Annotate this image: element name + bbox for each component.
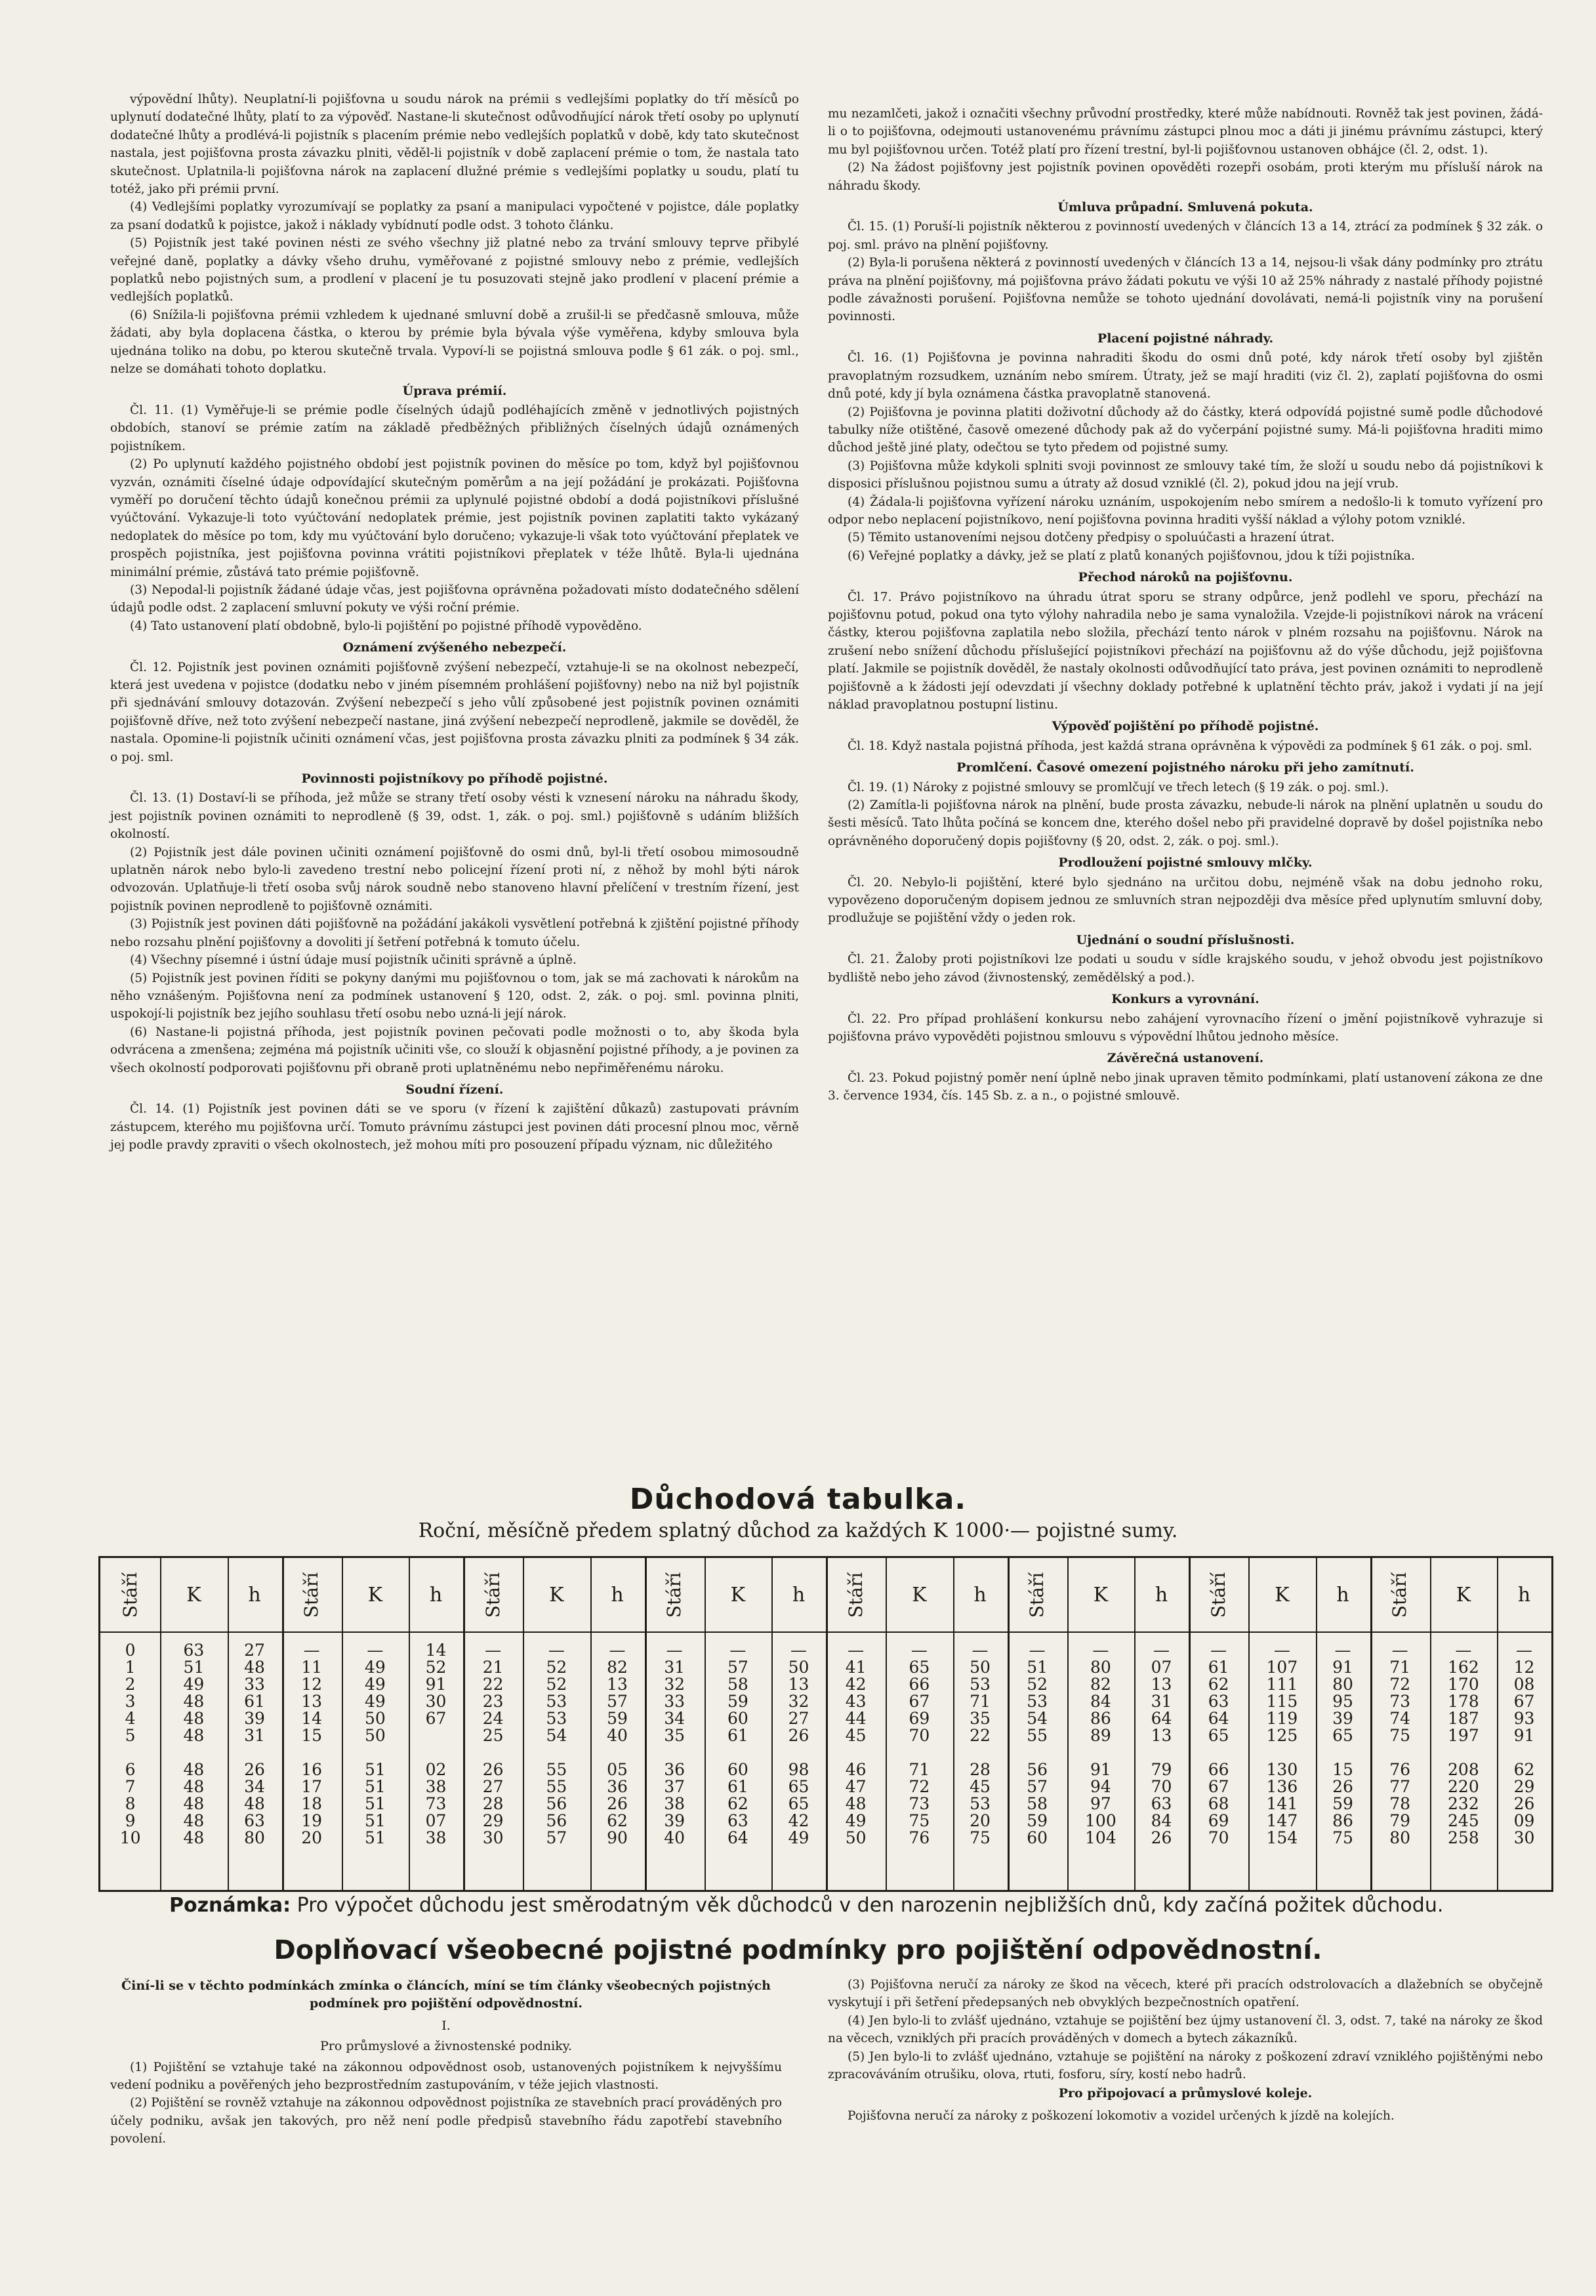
right-text-column xyxy=(828,105,1543,1105)
table-note xyxy=(169,1894,1547,1917)
article-heading: Oznámení zvýšeného nebezpečí. xyxy=(342,640,567,655)
paragraph: (6) Snížila-li pojišťovna prémii vzhledem k ujednané smluvní době a zrušil-li se předčasně smlouva, může žádati, aby byla doplacena částka, o kterou by prémie byla bývala výše vyměřena, kdyby smlouva byla ujednána toliko na dobu, po kterou skutečně trvala. Vypoví-li se pojistná smlouva podle § 61 zák. o poj. sml., nelze se domáhati tohoto doplatku. xyxy=(110,308,799,377)
crowns-column: — 49 49 49 50 50 51 51 51 51 51 xyxy=(364,1641,386,1847)
header-age xyxy=(1008,1558,1067,1631)
header-label: Stáří xyxy=(300,1572,323,1618)
header-label: Stáří xyxy=(119,1572,142,1618)
paragraph: Čl. 21. Žaloby proti pojistníkovi lze podati u soudu v sídle krajského soudu, v jehož obvodu jest pojistníkovo bydliště nebo jeho závod (živnostenský, zemědělský a pod.). xyxy=(828,953,1543,985)
header-crowns xyxy=(1248,1558,1315,1631)
header-label: K xyxy=(1093,1583,1109,1607)
article-heading: Soudní řízení. xyxy=(405,1082,504,1097)
paragraph: (2) Pojišťovna je povinna platiti doživotní důchody až do částky, která odpovídá pojistné sumě podle důchodové tabulky níže otištěné, časově omezené důchody pak až do vyčerpání pojistné sumy. Má-li pojišťovna hraditi mimo důchod ještě jiné platy, odečtou se tyto předem od pojistné sumy. xyxy=(828,405,1543,455)
paragraph: Čl. 15. (1) Poruší-li pojistník některou z povinností uvedených v článcích 13 a 14, ztrácí za podmínek § 32 zák. o poj. sml. právo na plnění pojišťovny. xyxy=(828,220,1543,252)
header-crowns xyxy=(1430,1558,1497,1631)
header-label: Stáří xyxy=(1026,1572,1048,1618)
paragraph: Čl. 20. Nebylo-li pojištění, které bylo sjednáno na určitou dobu, nejméně však na dobu jednoho roku, vypovězeno doporučeným dopisem jednou ze smluvních stran nejpozději dva měsíce před uplynutím smluvní doby, prodlužuje se pojištění vždy o jeden rok. xyxy=(828,875,1543,926)
header-age xyxy=(463,1558,523,1631)
hellers-column: 27 48 33 61 39 31 26 34 48 63 80 xyxy=(244,1641,265,1847)
header-label: Stáří xyxy=(482,1572,504,1618)
header-age xyxy=(282,1558,342,1631)
paragraph: (3) Pojistník jest povinen dáti pojišťovně na požádání jakákoli vysvětlení potřebná k zjištění pojistné příhody nebo rozsahu plnění pojišťovny a dovoliti jí šetření potřebná k tomuto účelu. xyxy=(110,917,799,949)
crowns-column: — 57 58 59 60 61 60 61 62 63 64 xyxy=(727,1641,748,1847)
header-age xyxy=(826,1558,886,1631)
article-heading: Promlčení. Časové omezení pojistného nároku při jeho zamítnutí. xyxy=(956,760,1414,775)
article-heading: Úprava prémií. xyxy=(402,383,507,398)
paragraph: Čl. 23. Pokud pojistný poměr není úplně nebo jinak upraven těmito podmínkami, platí ustanovení zákona ze dne 3. července 1934, čís. 145 Sb. z. a n., o pojistné smlouvě. xyxy=(828,1071,1543,1103)
supplement-paragraph: (3) Pojišťovna neručí za nároky ze škod na věcech, které při pracích odstrolovacích a dlažebních se obyčejně vyskytují i při šetření předepsaných neb obvyklých bezpečnostních opatření. xyxy=(828,1978,1543,2010)
header-label: K xyxy=(730,1583,746,1607)
age-column: 0 1 2 3 4 5 6 7 8 9 10 xyxy=(119,1641,141,1847)
paragraph: Čl. 19. (1) Nároky z pojistné smlouvy se promlčují ve třech letech (§ 19 zák. o poj. sml.). xyxy=(848,780,1389,794)
paragraph: (4) Vedlejšími poplatky vyrozumívají se poplatky za psaní a manipulaci vypočtené v pojistce, dále poplatky za psaní dodatků k pojistce, jakož i náklady vybídnutí podle odst. 3 tohoto článku. xyxy=(110,200,799,232)
paragraph: (4) Žádala-li pojišťovna vyřízení nároku uznáním, uspokojením nebo smírem a nedošlo-li k tomuto vyřízení pro odpor nebo neplacení pojistníkovo, není pojišťovna povinna hraditi vyšší náklad a výlohy potom vzniklé. xyxy=(828,495,1543,527)
header-hellers xyxy=(1134,1558,1189,1631)
age-column: — 61 62 63 64 65 66 67 68 69 70 xyxy=(1208,1641,1229,1847)
header-age xyxy=(1370,1558,1430,1631)
crowns-column: — 107 111 115 119 125 130 136 141 147 154 xyxy=(1266,1641,1298,1847)
section-title: Pro připojovací a průmyslové koleje. xyxy=(1058,2086,1313,2101)
paragraph: (2) Pojistník jest dále povinen učiniti oznámení pojišťovně do osmi dnů, byl-li třetí osobou mimosoudně uplatněn nárok nebo bylo-li zavedeno trestní nebo policejní řízení proti ní, z něhož by mohl býti nárok odvozován. Uplatňuje-li třetí osoba svůj nárok soudně nebo stanoveno hlavní přelíčení v trestním řízení, jest pojistník povinen neprodleně to pojišťovně oznámiti. xyxy=(110,845,799,913)
header-age xyxy=(100,1558,160,1631)
supplement-paragraph: (5) Jen bylo-li to zvlášť ujednáno, vztahuje se pojištění na nároky z poškození zdraví vzniklého pojištěnými nebo zpracováváním otrušiku, olova, rtuti, fosforu, síry, kostí nebo hadrů. xyxy=(828,2049,1543,2082)
crowns-column: — 80 82 84 86 89 91 94 97 100 104 xyxy=(1085,1641,1116,1847)
header-hellers xyxy=(1497,1558,1551,1631)
article-heading: Výpověď pojištění po příhodě pojistné. xyxy=(1052,719,1319,734)
header-label: h xyxy=(429,1583,443,1607)
header-label: K xyxy=(186,1583,201,1607)
article-heading: Povinnosti pojistníkovy po příhodě pojistné. xyxy=(301,771,608,787)
paragraph: (5) Pojistník jest také povinen nésti ze svého všechny již platné nebo za trvání smlouvy teprve přibylé veřejné daně, poplatky a dávky všeho druhu, vyměřované z pojistné smlouvy nebo z prémie, vedlejších poplatků nebo pojistných sum, a prodlení v placení je tu posuzovati stejně jako prodlení v placení prémie a vedlejších poplatků. xyxy=(110,236,799,304)
paragraph: Čl. 17. Právo pojistníkovo na úhradu útrat sporu se strany odpůrce, jenž podlehl ve sporu, přechází na pojišťovnu potud, pokud ona tyto výlohy nahradila nebo je sama vynaložila. Vzejde-li pojistníkovi nárok na vrácení částky, kterou pojišťovna zaplatila nebo složila, přechází tento nárok v plném rozsahu na pojišťovnu. Nárok na zrušení nebo snížení důchodu příslušející pojistníkovi přechází na pojišťovnu až do výše důchodu, jejž pojišťovna platí. Jakmile se pojistník dověděl, že nastaly okolnosti odůvodňující tato práva, jest povinen oznámiti to neprodleně pojišťovně a k žádosti její odevzdati jí všechny doklady potřebné k uplatnění těchto práv, jakož i vydati jí na její náklad pravoplatnou postupní listinu. xyxy=(828,590,1543,712)
header-label: h xyxy=(248,1583,261,1607)
header-crowns xyxy=(160,1558,227,1631)
age-column: — 51 52 53 54 55 56 57 58 59 60 xyxy=(1027,1641,1048,1847)
header-label: K xyxy=(1275,1583,1290,1607)
table-title: Důchodová tabulka. xyxy=(629,1483,967,1516)
paragraph: Čl. 22. Pro případ prohlášení konkursu nebo zahájení vyrovnacího řízení o jmění pojistníkově vyhrazuje si pojišťovna právo vypověděti pojistnou smlouvu s výpovědní lhůtou jednoho měsíce. xyxy=(828,1012,1543,1044)
header-label: h xyxy=(1336,1583,1349,1607)
paragraph: (5) Těmito ustanoveními nejsou dotčeny předpisy o spoluúčasti a hrazení útrat. xyxy=(848,531,1335,545)
paragraph: (2) Po uplynutí každého pojistného období jest pojistník povinen do měsíce po tom, když byl pojišťovnou vyzván, oznámiti číselné údaje odpovídající skutečným poměrům a na její požádání je prokázati. Pojišťovna vyměří po doručení těchto údajů konečnou prémii za uplynulé pojistné období a dodá pojistníkovi příslušné vyúčtování. Vykazuje-li toto vyúčtování nedoplatek prémie, jest pojistník povinen zaplatiti takto vykázaný nedoplatek do měsíce po tom, kdy mu vyúčtování bylo doručeno; vykazuje-li však toto vyúčtování přeplatek ve prospěch pojistníka, jest pojišťovna povinna vrátiti pojistníkovi přeplatek v téže lhůtě. Byla-li ujednána minimální prémie, zůstává tato prémie pojišťovně. xyxy=(110,457,799,579)
crowns-column: — 65 66 67 69 70 71 72 73 75 76 xyxy=(909,1641,930,1847)
header-label: Stáří xyxy=(1389,1572,1411,1618)
crowns-column: — 52 52 53 53 54 55 55 56 56 57 xyxy=(546,1641,567,1847)
supplement-title: Doplňovací všeobecné pojistné podmínky pro pojištění odpovědnostní. xyxy=(274,1935,1322,1965)
header-label: h xyxy=(1155,1583,1168,1607)
paragraph: (4) Všechny písemné i ústní údaje musí pojistník učiniti správně a úplně. xyxy=(130,953,577,968)
table-subtitle: Roční, měsíčně předem splatný důchod za každých K 1000·— pojistné sumy. xyxy=(418,1519,1178,1542)
paragraph: Čl. 16. (1) Pojišťovna je povinna nahraditi škodu do osmi dnů poté, kdy nárok třetí osoby byl zjištěn pravoplatným rozsudkem, uznáním nebo smírem. Útraty, jež se mají hraditi (viz čl. 2), zaplatí pojišťovna do osmi dnů poté, kdy jí byla oznámena částka pravoplatně stanovená. xyxy=(828,351,1543,401)
header-label: K xyxy=(1456,1583,1471,1607)
supplement-right-column xyxy=(828,1976,1543,2125)
header-crowns xyxy=(342,1558,409,1631)
article-heading: Úmluva průpadní. Smluvená pokuta. xyxy=(1057,200,1313,215)
supplement-left-column xyxy=(110,1976,782,2148)
paragraph: mu nezamlčeti, jakož i označiti všechny průvodní prostředky, které může nabídnouti. Rovněž tak jest povinen, žádá-li o to pojišťovna, odejmouti ustanovenému právnímu zástupci plnou moc a dáti ji jinému právnímu zástupci, který mu byl pojišťovnou určen. Totéž platí pro řízení trestní, byl-li pojišťovnou ustanoven obhájce (čl. 2, odst. 1). xyxy=(828,107,1543,157)
paragraph: Čl. 18. Když nastala pojistná příhoda, jest každá strana oprávněna k výpovědi za podmínek § 61 zák. o poj. sml. xyxy=(848,739,1532,753)
paragraph: (2) Byla-li porušena některá z povinností uvedených v článcích 13 a 14, nejsou-li však dány podmínky pro ztrátu práva na plnění pojišťovny, má pojišťovna právo žádati pokutu ve výši 10 až 25% náhrady z nastalé příhody pojistné podle závažnosti porušení. Pojišťovna nemůže se tohoto ujednání dovolávati, nemá-li pojistník viny na porušení povinnosti. xyxy=(828,256,1543,324)
header-label: Stáří xyxy=(845,1572,867,1618)
hellers-column: — 12 08 67 93 91 62 29 26 09 30 xyxy=(1513,1641,1535,1847)
paragraph: (5) Pojistník jest povinen říditi se pokyny danými mu pojišťovnou o tom, jak se má zachovati k nárokům na něho vznášeným. Pojišťovna není za podmínek ustanovení § 120, odst. 2, zák. o poj. sml. povinna plniti, uspokojí-li pojistník bez jejího souhlasu třetí osobu nebo uzná-li její nárok. xyxy=(110,971,799,1021)
header-hellers xyxy=(1316,1558,1370,1631)
header-hellers xyxy=(590,1558,645,1631)
header-label: h xyxy=(973,1583,987,1607)
article-heading: Závěrečná ustanovení. xyxy=(1107,1051,1264,1066)
header-crowns xyxy=(1067,1558,1134,1631)
header-label: K xyxy=(549,1583,564,1607)
paragraph: (4) Tato ustanovení platí obdobně, bylo-li pojištění po pojistné příhodě vypověděno. xyxy=(130,619,642,633)
crowns-column: 63 51 49 48 48 48 48 48 48 48 48 xyxy=(183,1641,205,1847)
paragraph: (2) Na žádost pojišťovny jest pojistník povinen opověděti rozepři osobám, proti kterým mu přísluší nárok na náhradu škody. xyxy=(828,161,1543,193)
supplement-paragraph: (1) Pojištění se vztahuje také na zákonnou odpovědnost osob, ustanovených pojistníkem k nejvyššímu vedení podniku a pověřených jeho bezprostředním zastupováním, v téže jejich vlastnosti. xyxy=(110,2060,782,2093)
header-age xyxy=(645,1558,705,1631)
supplement-paragraph: Pojišťovna neručí za nároky z poškození lokomotiv a vozidel určených k jízdě na kolejích. xyxy=(848,2108,1395,2123)
paragraph: (6) Veřejné poplatky a dávky, jež se platí z platů konaných pojišťovnou, jdou k tíži pojistníka. xyxy=(848,548,1415,563)
header-label: h xyxy=(1517,1583,1531,1607)
article-heading: Ujednání o soudní příslušnosti. xyxy=(1076,932,1295,947)
article-heading: Prodloužení pojistné smlouvy mlčky. xyxy=(1058,855,1313,871)
hellers-column: — 50 53 71 35 22 28 45 53 20 75 xyxy=(970,1641,991,1847)
hellers-column: — 50 13 32 27 26 98 65 65 42 49 xyxy=(788,1641,809,1847)
age-column: — 71 72 73 74 75 76 77 78 79 80 xyxy=(1389,1641,1411,1847)
age-column: — 41 42 43 44 45 46 47 48 49 50 xyxy=(845,1641,867,1847)
header-crowns xyxy=(523,1558,590,1631)
header-label: Stáří xyxy=(1208,1572,1230,1618)
header-hellers xyxy=(771,1558,826,1631)
header-crowns xyxy=(705,1558,771,1631)
paragraph: Čl. 13. (1) Dostaví-li se příhoda, jež může se strany třetí osoby vésti k vznesení nároku na náhradu škody, jest pojistník povinen oznámiti to neprodleně (§ 39, odst. 1, zák. o poj. sml.) pojišťovně s udáním bližších okolností. xyxy=(110,791,799,842)
hellers-column: — 82 13 57 59 40 05 36 26 62 90 xyxy=(607,1641,628,1847)
header-hellers xyxy=(953,1558,1008,1631)
paragraph: Čl. 14. (1) Pojistník jest povinen dáti se ve sporu (v řízení k zajištění důkazů) zastupovati právním zástupcem, kterého mu pojišťovna určí. Tomuto právnímu zástupci jest povinen dáti procesní plnou moc, věrně jej podle pravdy zpraviti o všech okolnostech, jež mohou míti pro posouzení případu význam, nic důležitého xyxy=(110,1102,799,1153)
header-hellers xyxy=(409,1558,463,1631)
supplement-paragraph: (4) Jen bylo-li to zvlášť ujednáno, vztahuje se pojištění bez újmy ustanovení čl. 3, odst. 7, také na nároky ze škod na věcech, vzniklých při pracích prováděných v domech a bytech zákazníků. xyxy=(828,2013,1543,2046)
header-label: h xyxy=(611,1583,624,1607)
paragraph: výpovědní lhůty). Neuplatní-li pojišťovna u soudu nárok na prémii s vedlejšími poplatky do tří měsíců po uplynutí dodatečné lhůty, platí to za výpověď. Nastane-li skutečnost odůvodňující nárok třetí osoby po uplynutí dodatečné lhůty a prodlévá-li pojistník s placením prémie nebo vedlejších poplatků v době, kdy tato skutečnost nastala, jest pojišťovna prosta závazku plniti, věděl-li pojistník v době zaplacení prémie o tom, že nastala tato skutečnost. Uplatnila-li pojišťovna nárok na zaplacení dlužné prémie s vedlejšími poplatky u soudu, platí tu totéž, jako při prémii první. xyxy=(110,92,799,197)
article-heading: Přechod nároků na pojišťovnu. xyxy=(1078,570,1293,585)
note-text: Pro výpočet důchodu jest směrodatným věk důchodců v den narozenin nejbližších dnů, kdy začíná požitek důchodu. xyxy=(291,1894,1444,1917)
hellers-column: — 07 13 31 64 13 79 70 63 84 26 xyxy=(1151,1641,1172,1847)
note-label: Poznámka: xyxy=(169,1894,291,1917)
article-heading: Placení pojistné náhrady. xyxy=(1097,331,1274,346)
supplement-intro: Činí-li se v těchto podmínkách zmínka o článcích, míní se tím články všeobecných pojistných podmínek pro pojištění odpovědnostní. xyxy=(121,1978,771,2011)
header-label: h xyxy=(792,1583,806,1607)
paragraph: (6) Nastane-li pojistná příhoda, jest pojistník povinen pečovati podle možnosti o to, aby škoda byla odvrácena a zmenšena; zejména má pojistník učiniti vše, co slouží k objasnění pojistné příhody, a je povinen za všech okolností podporovati pojišťovnu při obraně proti uplatněnému nebo nepřiměřenému nároku. xyxy=(110,1025,799,1075)
header-label: K xyxy=(912,1583,927,1607)
paragraph: Čl. 12. Pojistník jest povinen oznámiti pojišťovně zvýšení nebezpečí, vztahuje-li se na okolnost nebezpečí, která jest uvedena v pojistce (dodatku nebo v jiném písemném prohlášení pojišťovny) nebo na niž byl pojistník při sjednávání smlouvy dotazován. Zvýšení nebezpečí s jeho vůlí způsobené jest pojistník povinen oznámiti pojišťovně dříve, než toto zvýšení nebezpečí nastane, jiná zvýšení nebezpečí neprodleně, jakmile se dověděl, že nastala. Opomine-li pojistník učiniti oznámení včas, jest pojišťovna prosta závazku plniti za podmínek § 34 zák. o poj. sml. xyxy=(110,660,799,764)
header-crowns xyxy=(886,1558,952,1631)
section-title: Pro průmyslové a živnostenské podniky. xyxy=(320,2039,572,2054)
header-label: Stáří xyxy=(663,1572,685,1618)
left-text-column xyxy=(110,91,799,1155)
header-label: K xyxy=(367,1583,383,1607)
age-column: — 21 22 23 24 25 26 27 28 29 30 xyxy=(482,1641,504,1847)
paragraph: Čl. 11. (1) Vyměřuje-li se prémie podle číselných údajů podléhajících změně v jednotlivých pojistných obdobích, stanoví se prémie zatím na základě předběžných přibližných číselných údajů oznámených pojistníkem. xyxy=(110,403,799,453)
section-number: I. xyxy=(441,2018,451,2033)
hellers-column: 14 52 91 30 67 02 38 73 07 38 xyxy=(425,1641,447,1847)
article-heading: Konkurs a vyrovnání. xyxy=(1111,992,1259,1007)
age-column: — 11 12 13 14 15 16 17 18 19 20 xyxy=(301,1641,323,1847)
header-age xyxy=(1189,1558,1248,1631)
crowns-column: — 162 170 178 187 197 208 220 232 245 258 xyxy=(1448,1641,1479,1847)
supplement-paragraph: (2) Pojištění se rovněž vztahuje na zákonnou odpovědnost pojistníka ze stavebních prací prováděných pro účely podniku, avšak jen takových, pro něž není podle předpisů stavebního řádu zapotřebí stavebního povolení. xyxy=(110,2096,782,2146)
hellers-column: — 91 80 95 39 65 15 26 59 86 75 xyxy=(1332,1641,1353,1847)
annuity-table xyxy=(98,1556,1553,1892)
header-hellers xyxy=(228,1558,282,1631)
paragraph: (3) Nepodal-li pojistník žádané údaje včas, jest pojišťovna oprávněna požadovati místo dodatečného sdělení údajů podle odst. 2 zaplacení smluvní pokuty ve výši roční prémie. xyxy=(110,583,799,615)
paragraph: (3) Pojišťovna může kdykoli splniti svoji povinnost ze smlouvy také tím, že složí u soudu nebo dá pojistníkovi k disposici příslušnou pojistnou sumu a útraty až dosud vzniklé (čl. 2), pokud jdou na její vrub. xyxy=(828,459,1543,491)
paragraph: (2) Zamítla-li pojišťovna nárok na plnění, bude prosta závazku, nebude-li nárok na plnění uplatněn u soudu do šesti měsíců. Tato lhůta počíná se koncem dne, kterého došel nebo při pravidelné dopravě by došel pojistníka nebo oprávněného doporučený dopis pojišťovny (§ 20, odst. 2, zák. o poj. sml.). xyxy=(828,798,1543,848)
age-column: — 31 32 33 34 35 36 37 38 39 40 xyxy=(664,1641,685,1847)
